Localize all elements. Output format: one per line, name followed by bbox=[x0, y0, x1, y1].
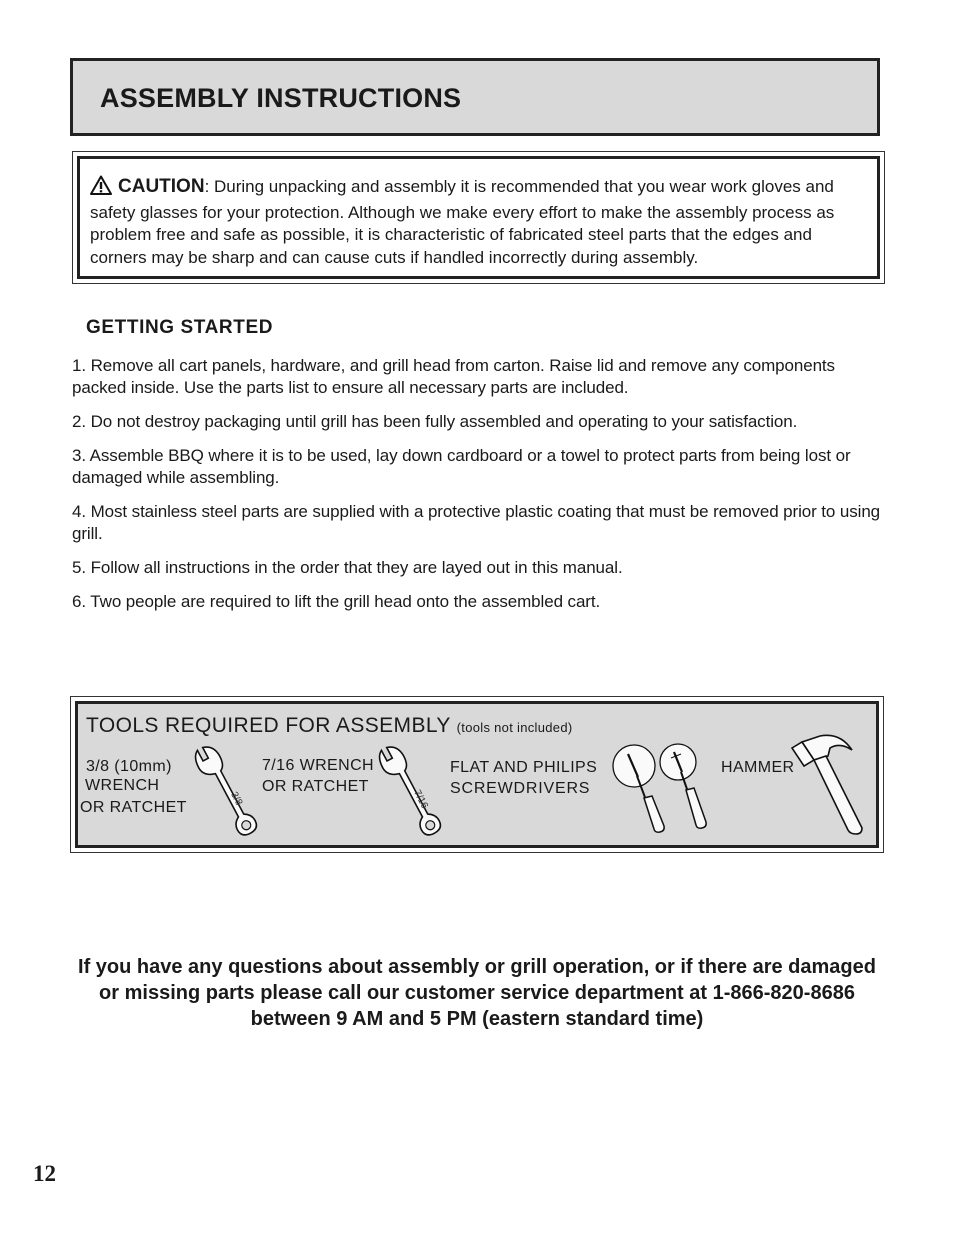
warning-triangle-icon bbox=[90, 175, 112, 202]
step-item: 4. Most stainless steel parts are supplied with a protective plastic coating that must be removed prior to using grill. bbox=[72, 502, 881, 543]
tool-label-line: 3/8 (10mm) bbox=[86, 758, 172, 775]
caution-label: CAUTION bbox=[118, 176, 205, 197]
tools-box bbox=[70, 696, 884, 853]
hammer-icon bbox=[782, 730, 872, 840]
getting-started-steps bbox=[72, 355, 882, 625]
tool-7-16-wrench-label bbox=[262, 755, 374, 797]
tools-title-text: TOOLS REQUIRED FOR ASSEMBLY bbox=[86, 714, 451, 737]
tool-label-line: FLAT AND PHILIPS bbox=[450, 759, 598, 776]
title-banner bbox=[70, 58, 880, 136]
caution-box bbox=[72, 151, 885, 284]
wrench-size-text: 3/8 bbox=[228, 790, 245, 808]
step-item: 5. Follow all instructions in the order that they are layed out in this manual. bbox=[72, 558, 623, 577]
tools-title bbox=[86, 714, 573, 738]
step-item: 3. Assemble BBQ where it is to be used, lay down cardboard or a towel to protect parts from being lost or damaged while assembling. bbox=[72, 446, 851, 487]
tool-3-8-wrench-label bbox=[80, 756, 187, 818]
caution-box-inner bbox=[77, 156, 880, 279]
tool-label-line: SCREWDRIVERS bbox=[450, 780, 591, 797]
page-number: 12 bbox=[33, 1161, 56, 1186]
tools-note: (tools not included) bbox=[456, 720, 573, 735]
page-title: ASSEMBLY INSTRUCTIONS bbox=[100, 83, 462, 113]
tool-label-line: OR RATCHET bbox=[262, 778, 369, 795]
caution-text: : During unpacking and assembly it is recommended that you wear work gloves and safety glasses for your protection. Although we make every effort to make the assembly process as problem free and safe as possible, it is characteristic of fabricated steel parts that the edges and corners may be sharp and can cause cuts if handled incorrectly during assembly. bbox=[90, 177, 835, 267]
getting-started-heading: GETTING STARTED bbox=[86, 317, 274, 338]
step-item: 6. Two people are required to lift the grill head onto the assembled cart. bbox=[72, 592, 601, 611]
wrench-icon bbox=[192, 737, 262, 842]
wrench-icon bbox=[376, 737, 446, 842]
tool-label-line: WRENCH bbox=[85, 777, 160, 794]
tools-box-inner bbox=[75, 701, 879, 848]
step-item: 1. Remove all cart panels, hardware, and grill head from carton. Raise lid and remove any components packed inside. Use the parts list to ensure all necessary parts are included. bbox=[72, 356, 835, 397]
wrench-size-text: 7/16 bbox=[411, 788, 430, 811]
tool-screwdrivers-label bbox=[450, 757, 597, 799]
screwdrivers-icon bbox=[608, 742, 728, 842]
step-item: 2. Do not destroy packaging until grill has been fully assembled and operating to your satisfaction. bbox=[72, 412, 798, 431]
tool-label-line: OR RATCHET bbox=[80, 799, 187, 816]
tool-label-line: HAMMER bbox=[721, 759, 795, 776]
customer-service-note: If you have any questions about assembly or grill operation, or if there are damaged or missing parts please call our customer service department at 1-866-820-8686 between 9 AM and 5 PM (eastern standard time) bbox=[78, 956, 876, 1030]
tool-label-line: 7/16 WRENCH bbox=[262, 757, 374, 774]
